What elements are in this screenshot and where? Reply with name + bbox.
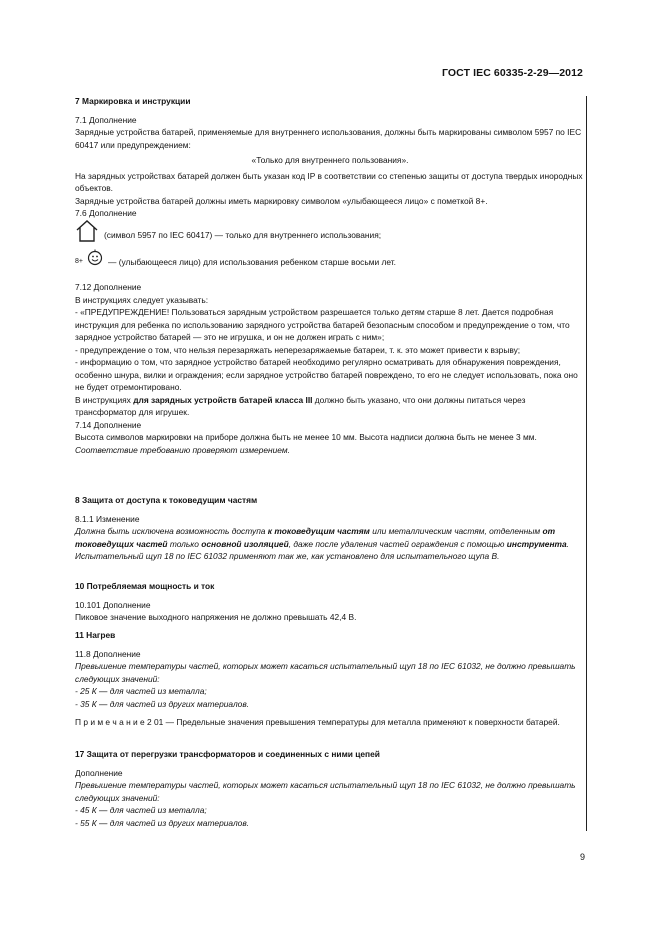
section-17	[75, 748, 585, 829]
clause-7-14: 7.14 Дополнение	[75, 419, 142, 430]
page-number: 9	[579, 852, 585, 862]
note-201: П р и м е ч а н и е 2 01 — Предельные значения превышения температуры для металла применяют к поверхности батарей.	[75, 717, 560, 727]
section-7-title: 7 Маркировка и инструкции	[75, 96, 191, 106]
section-11-title: 11 Нагрев	[75, 630, 116, 640]
change-bar	[586, 96, 587, 831]
symbol-5957-text: (символ 5957 по IEC 60417) — только для внутреннего использования;	[104, 230, 382, 240]
section-7	[75, 95, 585, 220]
section-7-12	[75, 281, 585, 456]
clause-11-8-other: - 35 К — для частей из других материалов.	[75, 698, 250, 709]
clause-7-12-recharge: - предупреждение о том, что нельзя перезаряжать неперезаряжаемые батареи, т. к. это может привести к взрыву;	[75, 344, 521, 355]
clause-7-1: 7.1 Дополнение	[75, 114, 137, 125]
clause-7-1-ip: На зарядных устройствах батарей должен быть указан код IP в соответствии со степенью защиты от доступа твердых инородных объектов.	[75, 170, 583, 193]
clause-17: Дополнение	[75, 767, 123, 778]
clause-7-1-text: Зарядные устройства батарей, применяемые для внутреннего использования, должны быть маркированы символом 5957 по IEC 60417 или предупреждением:	[75, 127, 582, 150]
clause-17-text: Превышение температуры частей, которых может касаться испытательный щуп 18 по IEC 61032, не должно превышать следующих значений:	[75, 780, 576, 803]
clause-7-1-smile: Зарядные устройства батарей должны иметь маркировку символом «улыбающееся лицо» с пометкой 8+.	[75, 195, 488, 206]
clause-7-12-class3: В инструкциях для зарядных устройств батарей класса III должно быть указано, что они должны питаться через трансформатор для игрушек.	[75, 394, 526, 417]
clause-10-101-text: Пиковое значение выходного напряжения не должно превышать 42,4 В.	[75, 612, 357, 622]
age-tag: 8+	[75, 258, 83, 265]
clause-8-1-1-text: Должна быть исключена возможность доступа к токоведущим частям или металлическим частям, отделенным от токоведущих частей только основной изоляцией, даже после удаления частей ограждения с помощью инструмента.	[75, 526, 569, 549]
clause-7-14-text: Высота символов маркировки на приборе должна быть не менее 10 мм. Высота надписи должна быть не менее 3 мм.	[75, 432, 537, 442]
clause-10-101: 10.101 Дополнение	[75, 599, 151, 610]
standard-header: ГОСТ IEC 60335-2-29—2012	[441, 67, 583, 79]
clause-7-12-inspect: - информацию о том, что зарядное устройство батарей необходимо регулярно осматривать для обнаружения повреждения, особенно шнура, вилки и ограждения; если зарядное устройство батарей повреждено, то его не следует использовать, пока оно не будет отремонтировано.	[75, 357, 578, 392]
clause-8-1-1: 8.1.1 Изменение	[75, 513, 140, 524]
clause-7-12-intro: В инструкциях следует указывать:	[75, 294, 209, 305]
section-10-title: 10 Потребляемая мощность и ток	[75, 581, 215, 591]
clause-11-8-metal: - 25 К — для частей из металла;	[75, 686, 207, 696]
clause-7-6: 7.6 Дополнение	[75, 208, 137, 218]
clause-17-other: - 55 К — для частей из других материалов.	[75, 817, 250, 828]
smiling-face-text: — (улыбающееся лицо) для использования ребенком старше восьми лет.	[108, 257, 396, 267]
clause-7-12-warning: - «ПРЕДУПРЕЖДЕНИЕ! Пользоваться зарядным устройством разрешается только детям старше 8 лет. Дается подробная инструкция для ребенка по использованию зарядного устройства батарей безопасным способом и предупреждение о том, что зарядное устройство батарей — это не игрушка, и он не должен играть с ним»;	[75, 307, 570, 342]
house-icon	[75, 219, 99, 243]
clause-17-metal: - 45 К — для частей из металла;	[75, 805, 207, 815]
clause-7-1-quote: «Только для внутреннего пользования».	[251, 155, 409, 165]
section-11	[75, 629, 585, 729]
section-10	[75, 580, 585, 624]
clause-7-14-check: Соответствие требованию проверяют измерением.	[75, 444, 290, 455]
clause-7-12: 7.12 Дополнение	[75, 282, 142, 292]
smiling-face-icon	[86, 248, 104, 266]
clause-11-8: 11.8 Дополнение	[75, 648, 141, 659]
section-17-title: 17 Защита от перегрузки трансформаторов и соединенных с ними цепей	[75, 749, 380, 759]
section-8-title: 8 Защита от доступа к токоведущим частям	[75, 495, 258, 505]
clause-8-1-1-probe: Испытательный щуп 18 по IEC 61032 применяют так же, как установлено для испытательного щупа B.	[75, 551, 500, 561]
section-8	[75, 494, 585, 563]
clause-11-8-text: Превышение температуры частей, которых может касаться испытательный щуп 18 по IEC 61032, не должно превышать следующих значений:	[75, 661, 576, 684]
